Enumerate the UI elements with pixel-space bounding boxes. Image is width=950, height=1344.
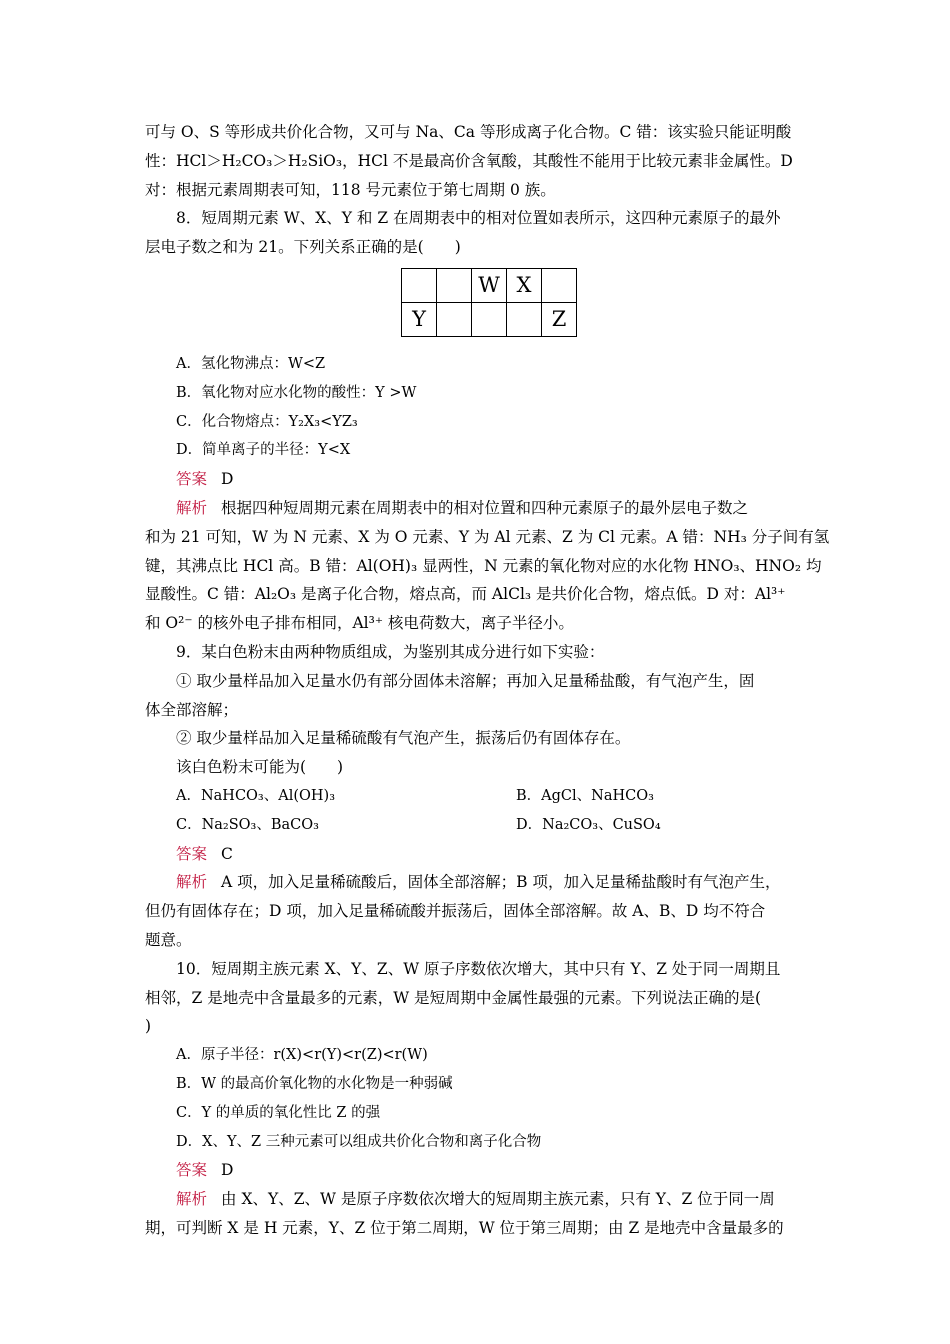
q8-option-d: D．简单离子的半径：Y<X <box>176 442 351 459</box>
table-row <box>402 302 577 336</box>
analysis-label: 解析 <box>176 873 208 892</box>
intro-line: 可与 O、S 等形成共价化合物，又可与 Na、Ca 等形成离子化合物。C 错：该实验只能证明酸 <box>145 123 792 141</box>
q8-stem-cont: 层电子数之和为 21。下列关系正确的是( ) <box>145 238 461 257</box>
q8-analysis-cont: 和 O²⁻ 的核外电子排布相同，Al³⁺ 核电荷数大，离子半径小。 <box>145 614 574 633</box>
document-page <box>145 118 830 1243</box>
q9-experiment-1-cont: 体全部溶解； <box>145 700 239 719</box>
intro-line: 对：根据元素周期表可知，118 号元素位于第七周期 0 族。 <box>145 180 556 199</box>
q9-analysis-cont: 题意。 <box>145 930 192 949</box>
q8-option-a: A．氢化物沸点：W<Z <box>176 355 326 372</box>
q10-analysis <box>145 1185 810 1214</box>
table-cell: X <box>507 268 542 302</box>
q10-stem: 10．短周期主族元素 X、Y、Z、W 原子序数依次增大，其中只有 Y、Z 处于同一周期且 <box>176 959 781 978</box>
analysis-label: 解析 <box>176 498 208 517</box>
q10-answer <box>145 1156 810 1185</box>
q10-option-d: D．X、Y、Z 三种元素可以组成共价化合物和离子化合物 <box>176 1133 542 1150</box>
table-cell <box>402 268 437 302</box>
answer-value: D <box>221 470 234 489</box>
q8-option-c: C．化合物熔点：Y₂X₃<YZ₃ <box>176 413 358 430</box>
analysis-text: 由 X、Y、Z、W 是原子序数依次增大的短周期主族元素，只有 Y、Z 位于同一周 <box>221 1190 775 1209</box>
analysis-label: 解析 <box>176 1190 208 1209</box>
q8-stem: 8．短周期元素 W、X、Y 和 Z 在周期表中的相对位置如表所示，这四种元素原子的最外 <box>176 209 781 228</box>
answer-label: 答案 <box>176 844 208 863</box>
answer-label: 答案 <box>176 470 208 489</box>
q9-analysis-cont: 但仍有固体存在；D 项，加入足量稀硫酸并振荡后，固体全部溶解。故 A、B、D 均不符合 <box>145 902 766 921</box>
table-cell <box>437 302 472 336</box>
answer-value: C <box>221 844 233 863</box>
table-cell: Y <box>402 302 437 336</box>
table-cell <box>507 302 542 336</box>
table-cell: W <box>472 268 507 302</box>
q9-experiment-1: ① 取少量样品加入足量水仍有部分固体未溶解；再加入足量稀盐酸，有气泡产生，固 <box>176 671 755 690</box>
q9-options-row-1 <box>145 782 810 811</box>
q8-analysis-cont: 显酸性。C 错：Al₂O₃ 是离子化合物，熔点高，而 AlCl₃ 是共价化合物，熔点低。D 对：Al³⁺ <box>145 585 786 604</box>
q9-analysis <box>145 868 810 897</box>
table-cell <box>472 302 507 336</box>
q9-option-d: D．Na₂CO₃、CuSO₄ <box>516 816 661 833</box>
q9-option-a: A．NaHCO₃、Al(OH)₃ <box>176 787 336 804</box>
q8-analysis-cont: 键，其沸点比 HCl 高。B 错：Al(OH)₃ 显两性，N 元素的氧化物对应的水化物 HNO₃、HNO₂ 均 <box>145 556 822 575</box>
q8-analysis-cont: 和为 21 可知，W 为 N 元素、X 为 O 元素、Y 为 Al 元素、Z 为 Cl 元素。A 错：NH₃ 分子间有氢 <box>145 527 830 546</box>
answer-value: D <box>221 1161 234 1180</box>
q9-stem: 9．某白色粉末由两种物质组成，为鉴别其成分进行如下实验： <box>176 642 605 661</box>
q10-stem-cont: 相邻，Z 是地壳中含量最多的元素，W 是短周期中金属性最强的元素。下列说法正确的是( <box>145 988 762 1007</box>
q9-option-b: B．AgCl、NaHCO₃ <box>516 787 654 804</box>
q10-option-b: B．W 的最高价氧化物的水化物是一种弱碱 <box>176 1075 453 1092</box>
q10-option-a: A．原子半径：r(X)<r(Y)<r(Z)<r(W) <box>176 1047 428 1064</box>
q9-options-row-2 <box>145 811 810 840</box>
q10-analysis-cont: 期，可判断 X 是 H 元素，Y、Z 位于第二周期，W 位于第三周期；由 Z 是地壳中含量最多的 <box>145 1218 784 1237</box>
q10-option-c: C．Y 的单质的氧化性比 Z 的强 <box>176 1104 381 1121</box>
table-cell: Z <box>542 302 577 336</box>
table-row <box>402 268 577 302</box>
q9-experiment-2: ② 取少量样品加入足量稀硫酸有气泡产生，振荡后仍有固体存在。 <box>176 729 631 748</box>
answer-label: 答案 <box>176 1161 208 1180</box>
intro-line: 性：HCl＞H₂CO₃＞H₂SiO₃，HCl 不是最高价含氧酸，其酸性不能用于比较元素非金属性。D <box>145 151 793 170</box>
q9-answer <box>145 840 810 869</box>
q9-question: 该白色粉末可能为( ) <box>176 758 344 777</box>
q9-option-c: C．Na₂SO₃、BaCO₃ <box>176 816 319 833</box>
q8-answer <box>145 465 810 494</box>
q8-option-b: B．氧化物对应水化物的酸性：Y >W <box>176 384 417 401</box>
table-cell <box>542 268 577 302</box>
q10-stem-cont: ) <box>145 1017 152 1036</box>
q8-analysis <box>145 494 810 523</box>
table-cell <box>437 268 472 302</box>
periodic-table-fragment <box>145 262 810 350</box>
analysis-text: A 项，加入足量稀硫酸后，固体全部溶解；B 项，加入足量稀盐酸时有气泡产生， <box>221 873 781 892</box>
analysis-text: 根据四种短周期元素在周期表中的相对位置和四种元素原子的最外层电子数之 <box>221 498 749 517</box>
